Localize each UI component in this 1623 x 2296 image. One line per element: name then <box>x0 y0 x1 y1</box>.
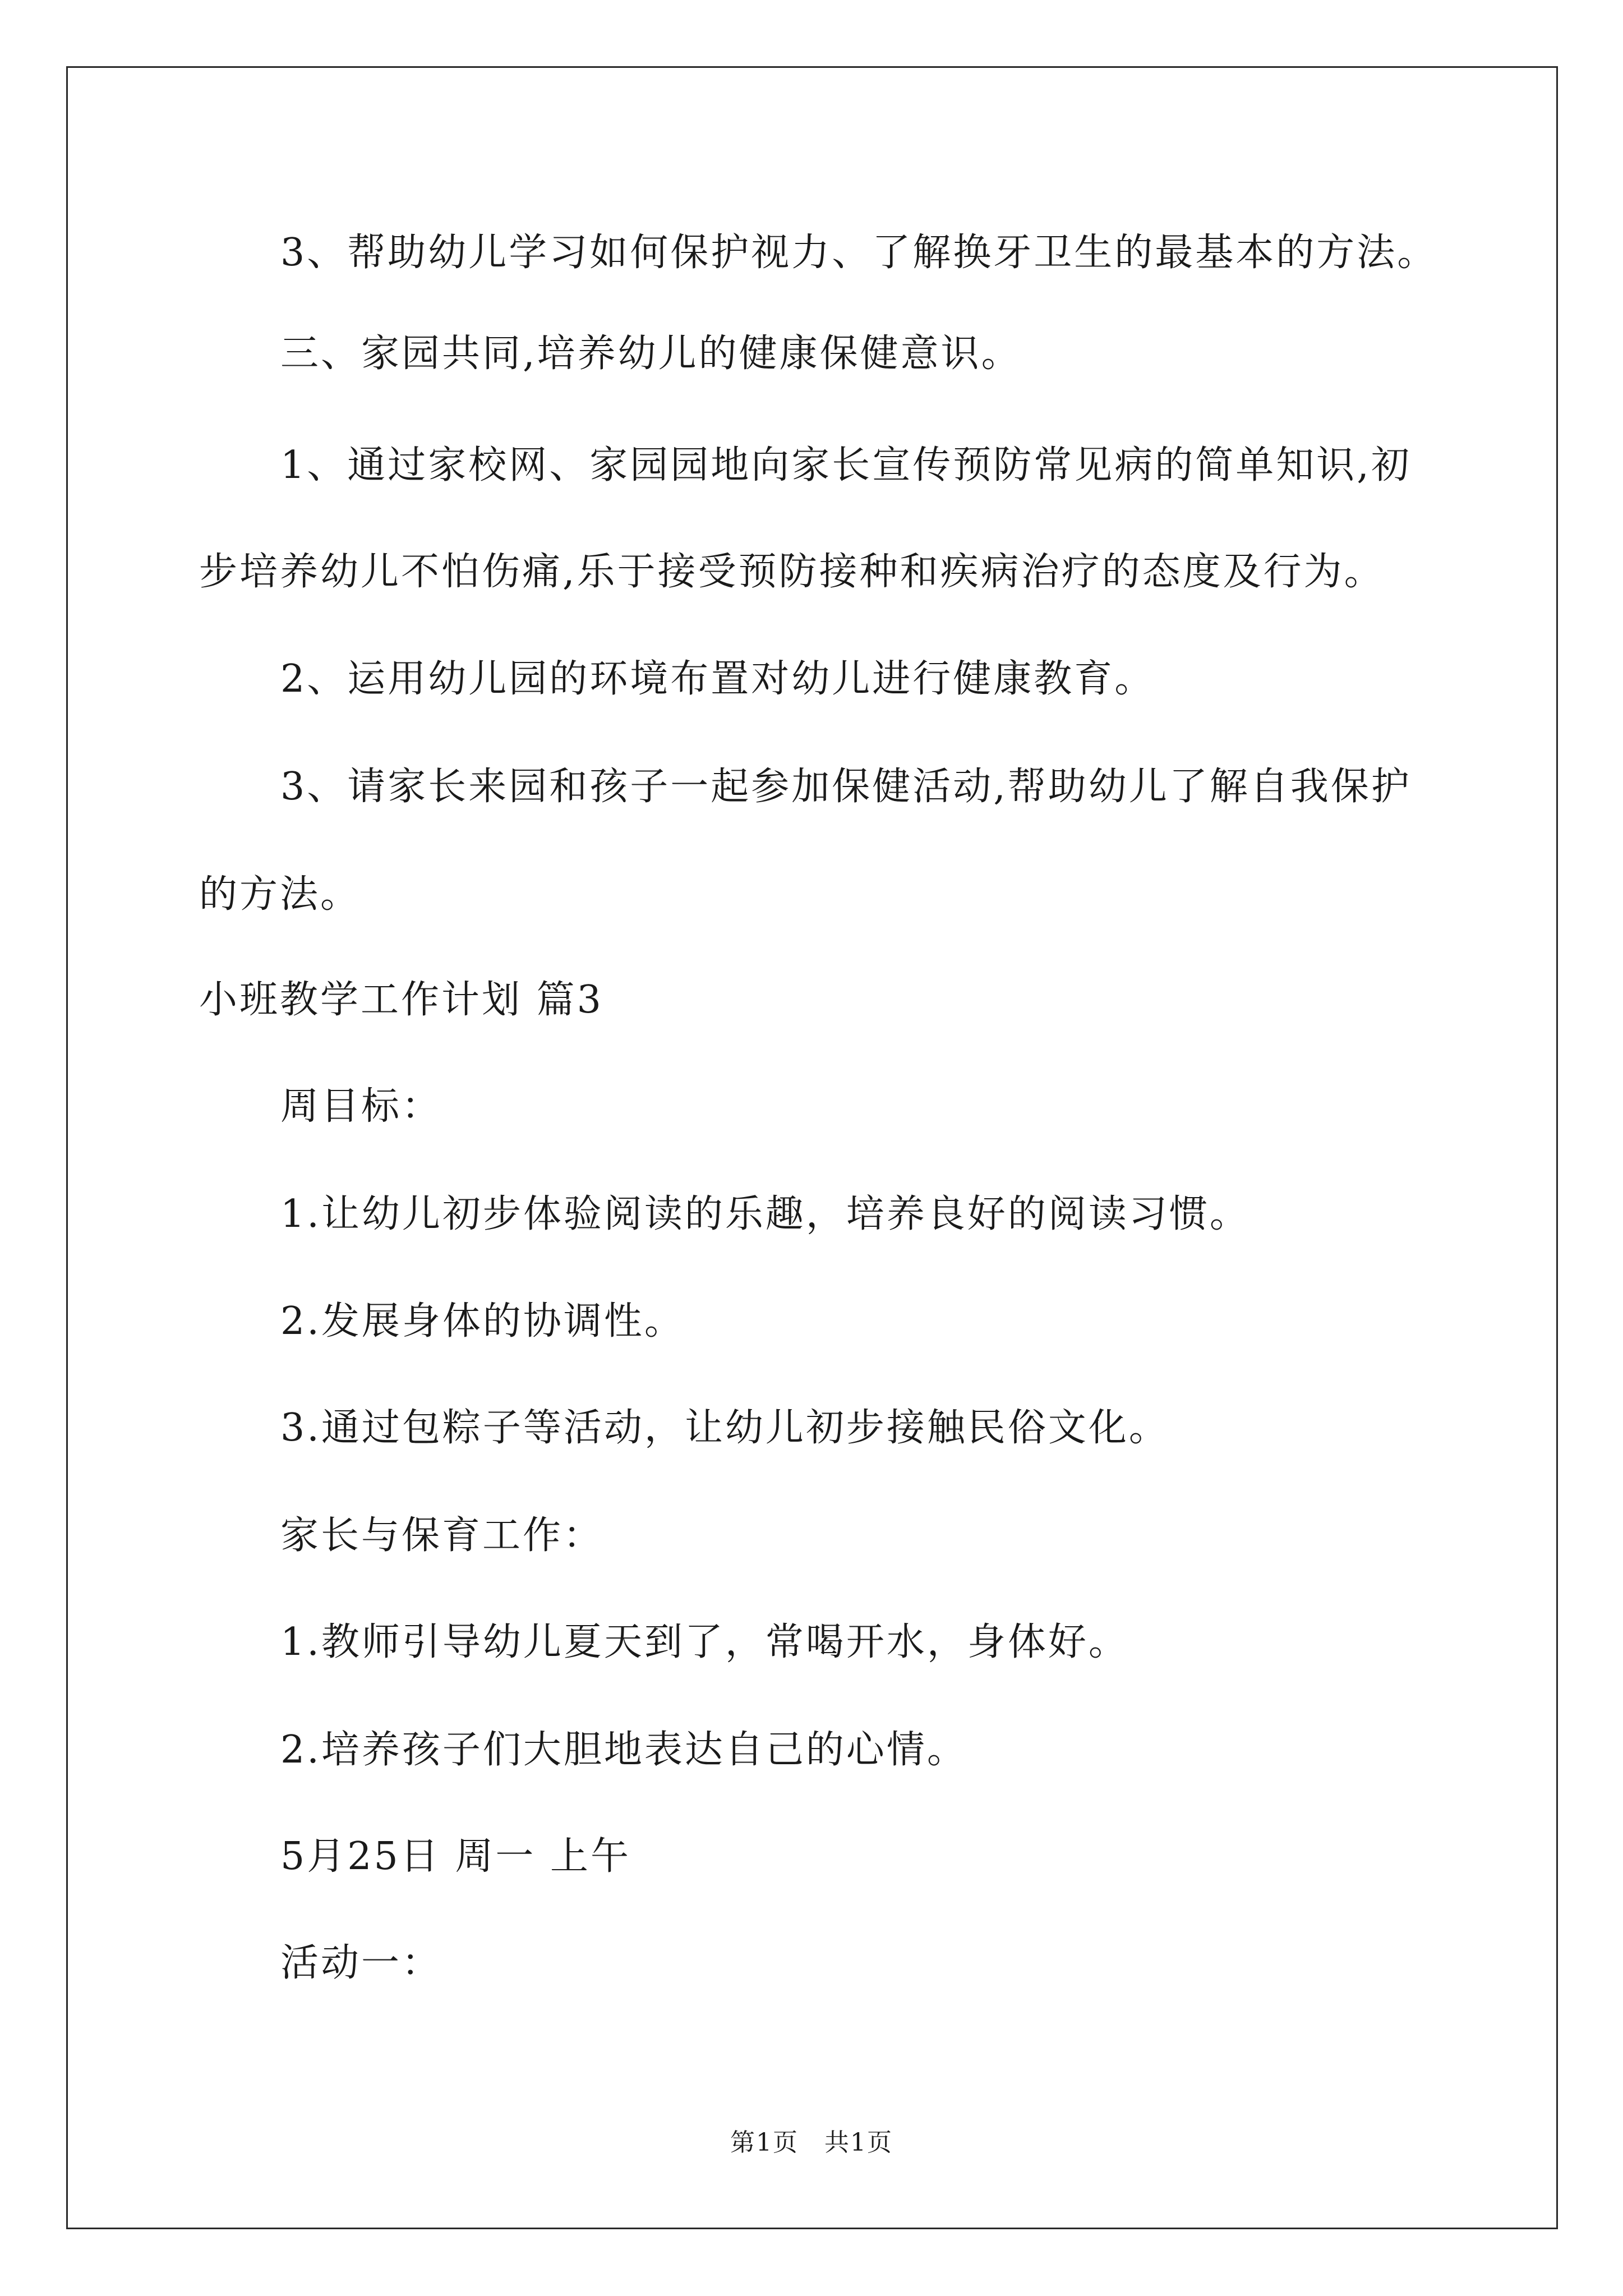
page-footer: 第1页 共1页 <box>730 2128 893 2157</box>
subheading: 周目标： <box>280 1084 442 1129</box>
paragraph-line: 1、通过家校网、家园园地向家长宣传预防常见病的简单知识,初 <box>280 443 1412 487</box>
list-item: 2.发展身体的协调性。 <box>280 1299 685 1343</box>
paragraph-line: 2、运用幼儿园的环境布置对幼儿进行健康教育。 <box>280 657 1155 701</box>
paragraph-line: 3、帮助幼儿学习如何保护视力、了解换牙卫生的最基本的方法。 <box>280 231 1438 275</box>
date-line: 5月25日 周一 上午 <box>280 1834 631 1879</box>
list-item: 1.教师引导幼儿夏天到了，常喝开水，身体好。 <box>280 1620 1129 1664</box>
paragraph-line: 3、请家长来园和孩子一起参加保健活动,帮助幼儿了解自我保护 <box>280 765 1412 809</box>
article-title: 小班教学工作计划 篇3 <box>199 978 603 1022</box>
page-border <box>66 66 1558 2229</box>
list-item: 2.培养孩子们大胆地表达自己的心情。 <box>280 1728 967 1772</box>
paragraph-line: 的方法。 <box>199 872 361 917</box>
subheading: 活动一： <box>280 1941 442 1985</box>
subheading: 家长与保育工作： <box>280 1513 604 1558</box>
list-item: 1.让幼儿初步体验阅读的乐趣，培养良好的阅读习惯。 <box>280 1192 1250 1236</box>
section-heading: 三、家园共同,培养幼儿的健康保健意识。 <box>280 332 1022 376</box>
list-item: 3.通过包粽子等活动，让幼儿初步接触民俗文化。 <box>280 1406 1169 1450</box>
paragraph-line: 步培养幼儿不怕伤痛,乐于接受预防接种和疾病治疗的态度及行为。 <box>199 550 1385 594</box>
